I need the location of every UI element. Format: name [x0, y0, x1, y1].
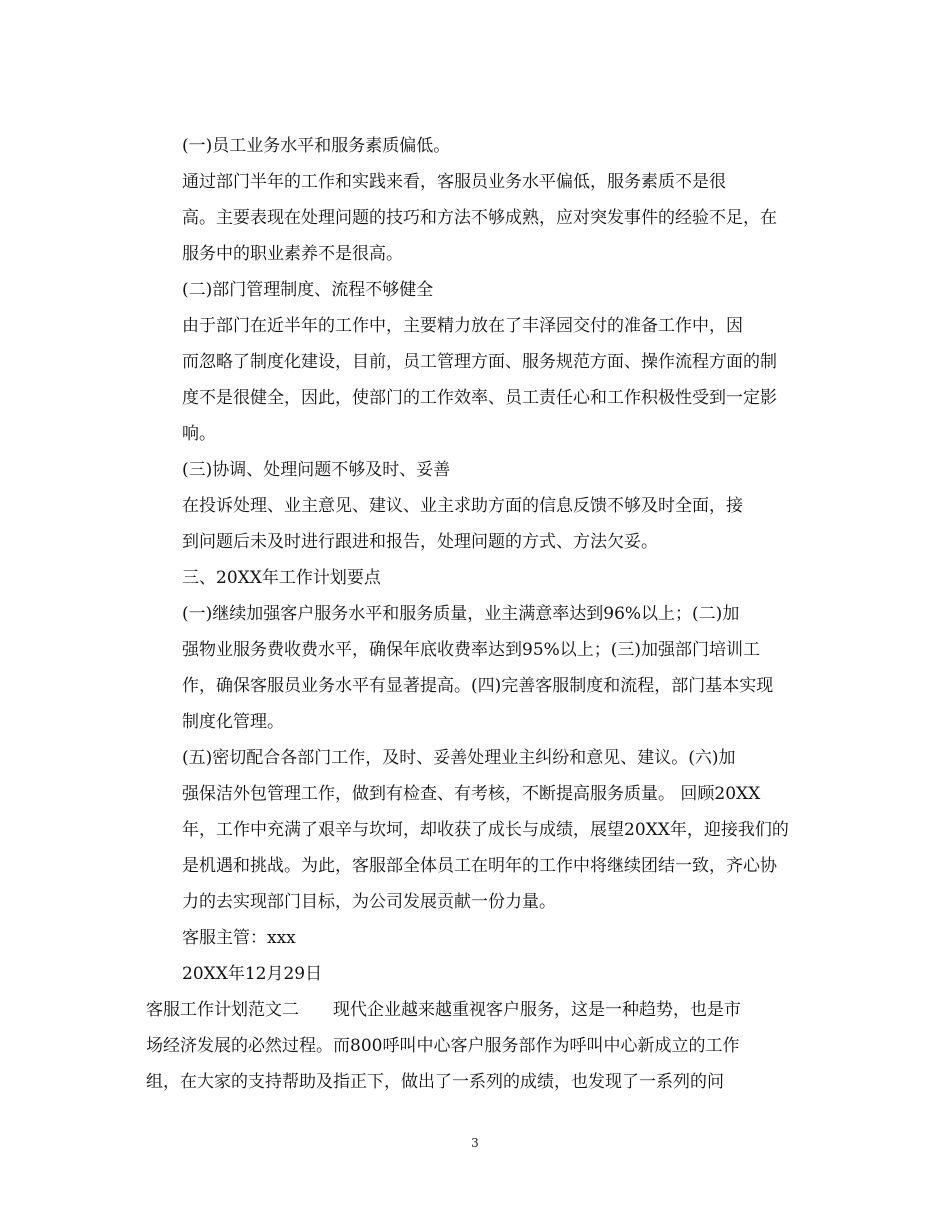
paragraph — [146, 308, 806, 452]
text-line: 是机遇和挑战。为此，客服部全体员工在明年的工作中将继续团结一致，齐心协 — [182, 856, 777, 876]
paragraph — [146, 740, 806, 920]
text-line: 客服主管：xxx — [182, 928, 296, 948]
paragraph — [146, 164, 806, 272]
document-body — [146, 128, 806, 1100]
paragraph — [146, 272, 806, 308]
text-line: 强保洁外包管理工作，做到有检查、有考核，不断提高服务质量。 回顾20XX — [182, 784, 761, 804]
paragraph — [146, 560, 806, 596]
text-line: 作，确保客服员业务水平有显著提高。(四)完善客服制度和流程，部门基本实现 — [182, 676, 774, 696]
text-line: 制度化管理。 — [182, 712, 284, 732]
text-line: 客服工作计划范文二 现代企业越来越重视客户服务，这是一种趋势，也是市 — [146, 1000, 741, 1020]
text-line: 通过部门半年的工作和实践来看，客服员业务水平偏低，服务素质不是很 — [182, 172, 726, 192]
text-line: 场经济发展的必然过程。而800呼叫中心客户服务部作为呼叫中心新成立的工作 — [146, 1036, 740, 1056]
paragraph — [146, 452, 806, 488]
paragraph — [146, 920, 806, 956]
text-line: 服务中的职业素养不是很高。 — [182, 244, 403, 264]
text-line: (一)继续加强客户服务水平和服务质量，业主满意率达到96%以上；(二)加 — [182, 604, 740, 624]
text-line: 力的去实现部门目标，为公司发展贡献一份力量。 — [182, 892, 556, 912]
page-number: 3 — [471, 1136, 479, 1150]
text-line: 由于部门在近半年的工作中，主要精力放在了丰泽园交付的准备工作中，因 — [182, 316, 743, 336]
paragraph — [146, 992, 806, 1100]
text-line: 20XX年12月29日 — [182, 964, 323, 984]
text-line: 到问题后未及时进行跟进和报告，处理问题的方式、方法欠妥。 — [182, 532, 658, 552]
text-line: 在投诉处理、业主意见、建议、业主求助方面的信息反馈不够及时全面，接 — [182, 496, 743, 516]
text-line: 而忽略了制度化建设，目前，员工管理方面、服务规范方面、操作流程方面的制 — [182, 352, 777, 372]
text-line: (三)协调、处理问题不够及时、妥善 — [182, 460, 451, 480]
text-line: 三、20XX年工作计划要点 — [182, 568, 381, 588]
text-line: (一)员工业务水平和服务素质偏低。 — [182, 136, 451, 156]
text-line: 强物业服务费收费水平，确保年底收费率达到95%以上；(三)加强部门培训工 — [182, 640, 761, 660]
paragraph — [146, 488, 806, 560]
text-line: 度不是很健全，因此，使部门的工作效率、员工责任心和工作积极性受到一定影 — [182, 388, 777, 408]
paragraph — [146, 596, 806, 740]
paragraph — [146, 956, 806, 992]
text-line: (二)部门管理制度、流程不够健全 — [182, 280, 434, 300]
text-line: 高。主要表现在处理问题的技巧和方法不够成熟，应对突发事件的经验不足，在 — [182, 208, 777, 228]
paragraph — [146, 128, 806, 164]
text-line: (五)密切配合各部门工作，及时、妥善处理业主纠纷和意见、建议。(六)加 — [182, 748, 736, 768]
text-line: 响。 — [182, 424, 216, 444]
text-line: 年，工作中充满了艰辛与坎坷，却收获了成长与成绩，展望20XX年，迎接我们的 — [182, 820, 789, 840]
text-line: 组，在大家的支持帮助及指正下，做出了一系列的成绩，也发现了一系列的问 — [146, 1072, 724, 1092]
